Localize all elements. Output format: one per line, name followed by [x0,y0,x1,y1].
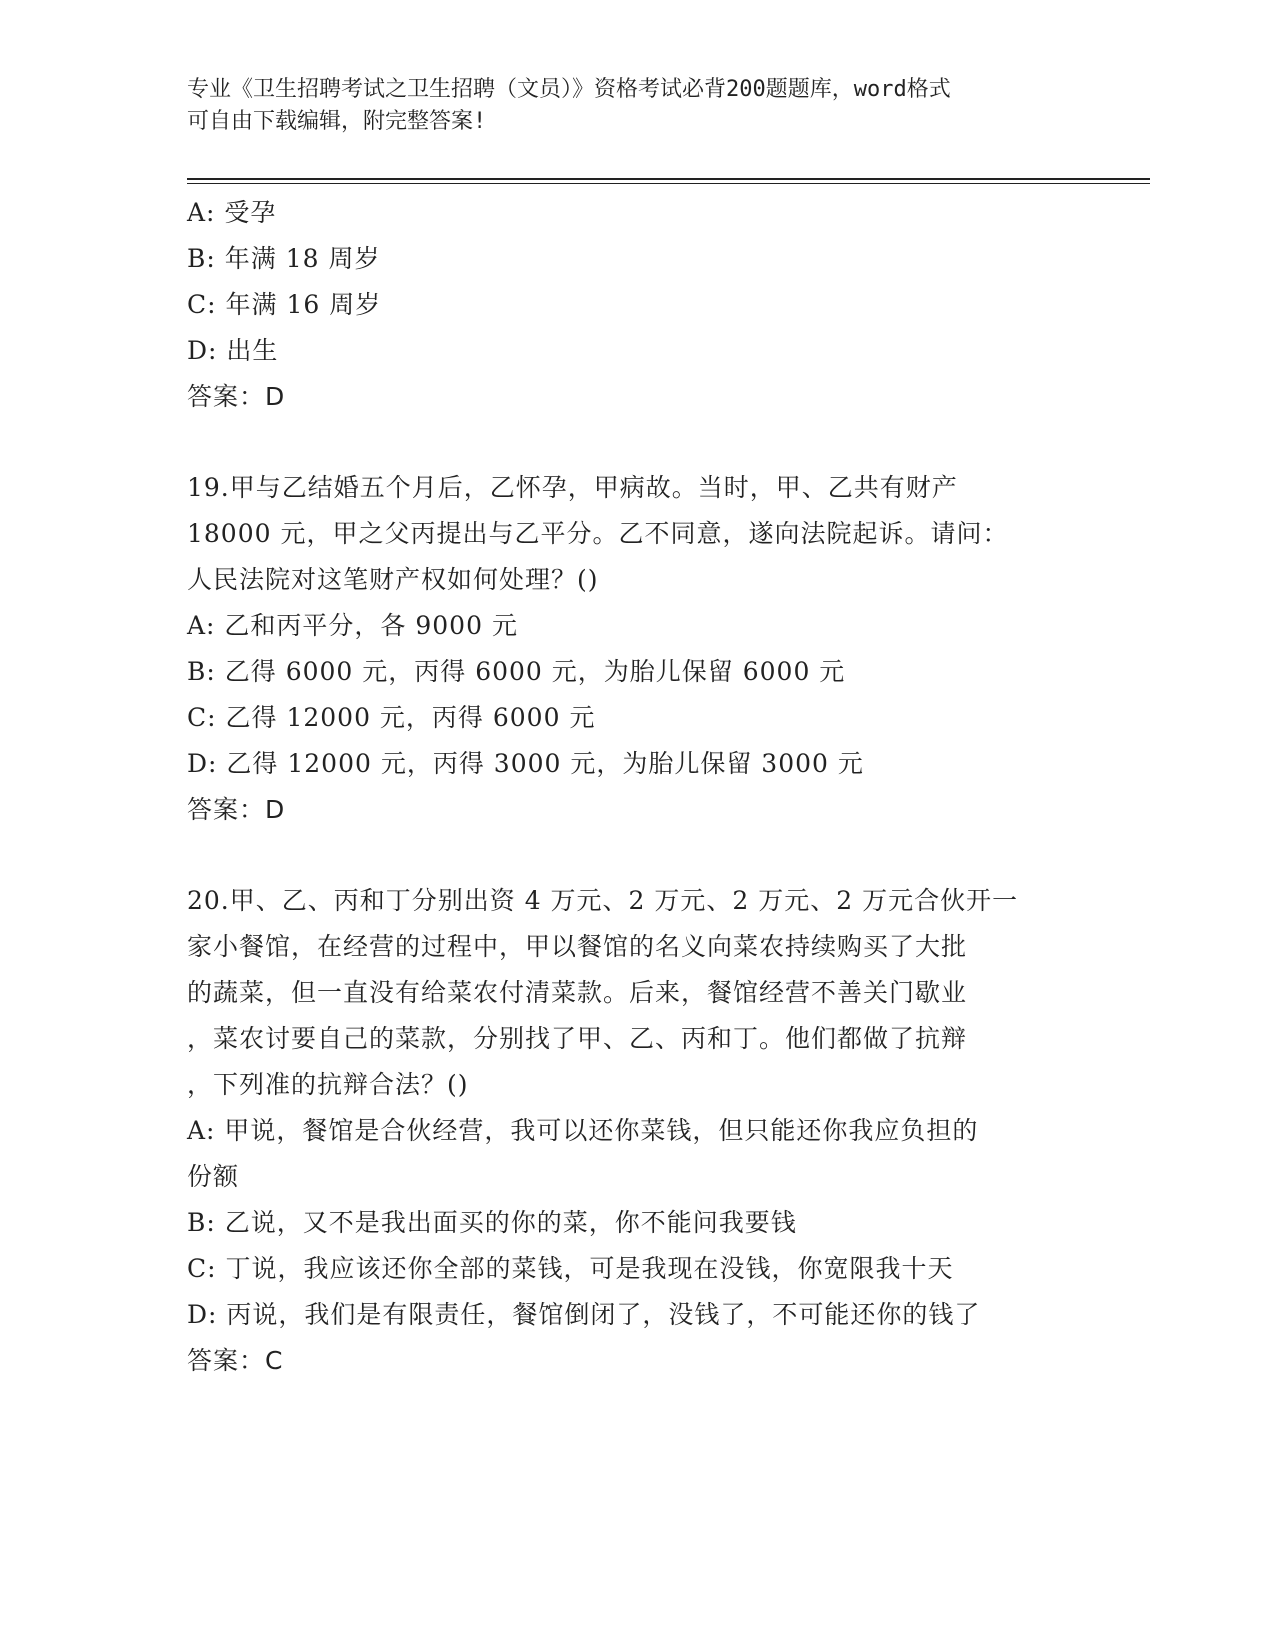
page-header [187,74,1087,138]
answer-line: 答案：C [187,1346,284,1375]
option-c: C: 丁说，我应该还你全部的菜钱，可是我现在没钱，你宽限我十天 [187,1254,954,1283]
header-line-1: 专业《卫生招聘考试之卫生招聘（文员）》资格考试必背200题题库，word格式 [187,77,951,102]
question-stem-line: 19.甲与乙结婚五个月后，乙怀孕，甲病故。当时，甲、乙共有财产 [187,473,958,502]
option-b: B: 乙得 6000 元，丙得 6000 元，为胎儿保留 6000 元 [187,657,846,686]
question-content [187,190,1087,1384]
answer-line: 答案：D [187,795,286,824]
option-a: A: 甲说，餐馆是合伙经营，我可以还你菜钱，但只能还你我应负担的 [187,1116,979,1145]
question-19 [187,465,1087,833]
option-a: A: 受孕 [187,198,277,227]
question-stem-line: 18000 元，甲之父丙提出与乙平分。乙不同意，遂向法院起诉。请问： [187,519,1009,548]
question-stem-line: ，下列准的抗辩合法？() [187,1070,469,1099]
option-a-continuation: 份额 [187,1162,240,1191]
answer-line: 答案：D [187,382,286,411]
question-20 [187,878,1087,1384]
question-18 [187,190,1087,420]
option-c: C: 乙得 12000 元，丙得 6000 元 [187,703,596,732]
question-stem-line: 家小餐馆，在经营的过程中，甲以餐馆的名义向菜农持续购买了大批 [187,932,968,961]
option-b: B: 乙说，又不是我出面买的你的菜，你不能问我要钱 [187,1208,797,1237]
option-d: D: 出生 [187,336,279,365]
spacer [187,833,1087,878]
option-d: D: 乙得 12000 元，丙得 3000 元，为胎儿保留 3000 元 [187,749,864,778]
header-divider-thick [187,178,1150,180]
question-stem-line: ，菜农讨要自己的菜款，分别找了甲、乙、丙和丁。他们都做了抗辩 [187,1024,968,1053]
question-stem-line: 20.甲、乙、丙和丁分别出资 4 万元、2 万元、2 万元、2 万元合伙开一 [187,886,1019,915]
option-c: C: 年满 16 周岁 [187,290,382,319]
spacer [187,420,1087,465]
option-d: D: 丙说，我们是有限责任，餐馆倒闭了，没钱了，不可能还你的钱了 [187,1300,981,1329]
header-line-2: 可自由下载编辑，附完整答案! [187,109,487,134]
option-a: A: 乙和丙平分，各 9000 元 [187,611,518,640]
question-stem-line: 人民法院对这笔财产权如何处理？() [187,565,599,594]
question-stem-line: 的蔬菜，但一直没有给菜农付清菜款。后来，餐馆经营不善关门歇业 [187,978,968,1007]
header-divider-thin [187,183,1150,184]
option-b: B: 年满 18 周岁 [187,244,381,273]
